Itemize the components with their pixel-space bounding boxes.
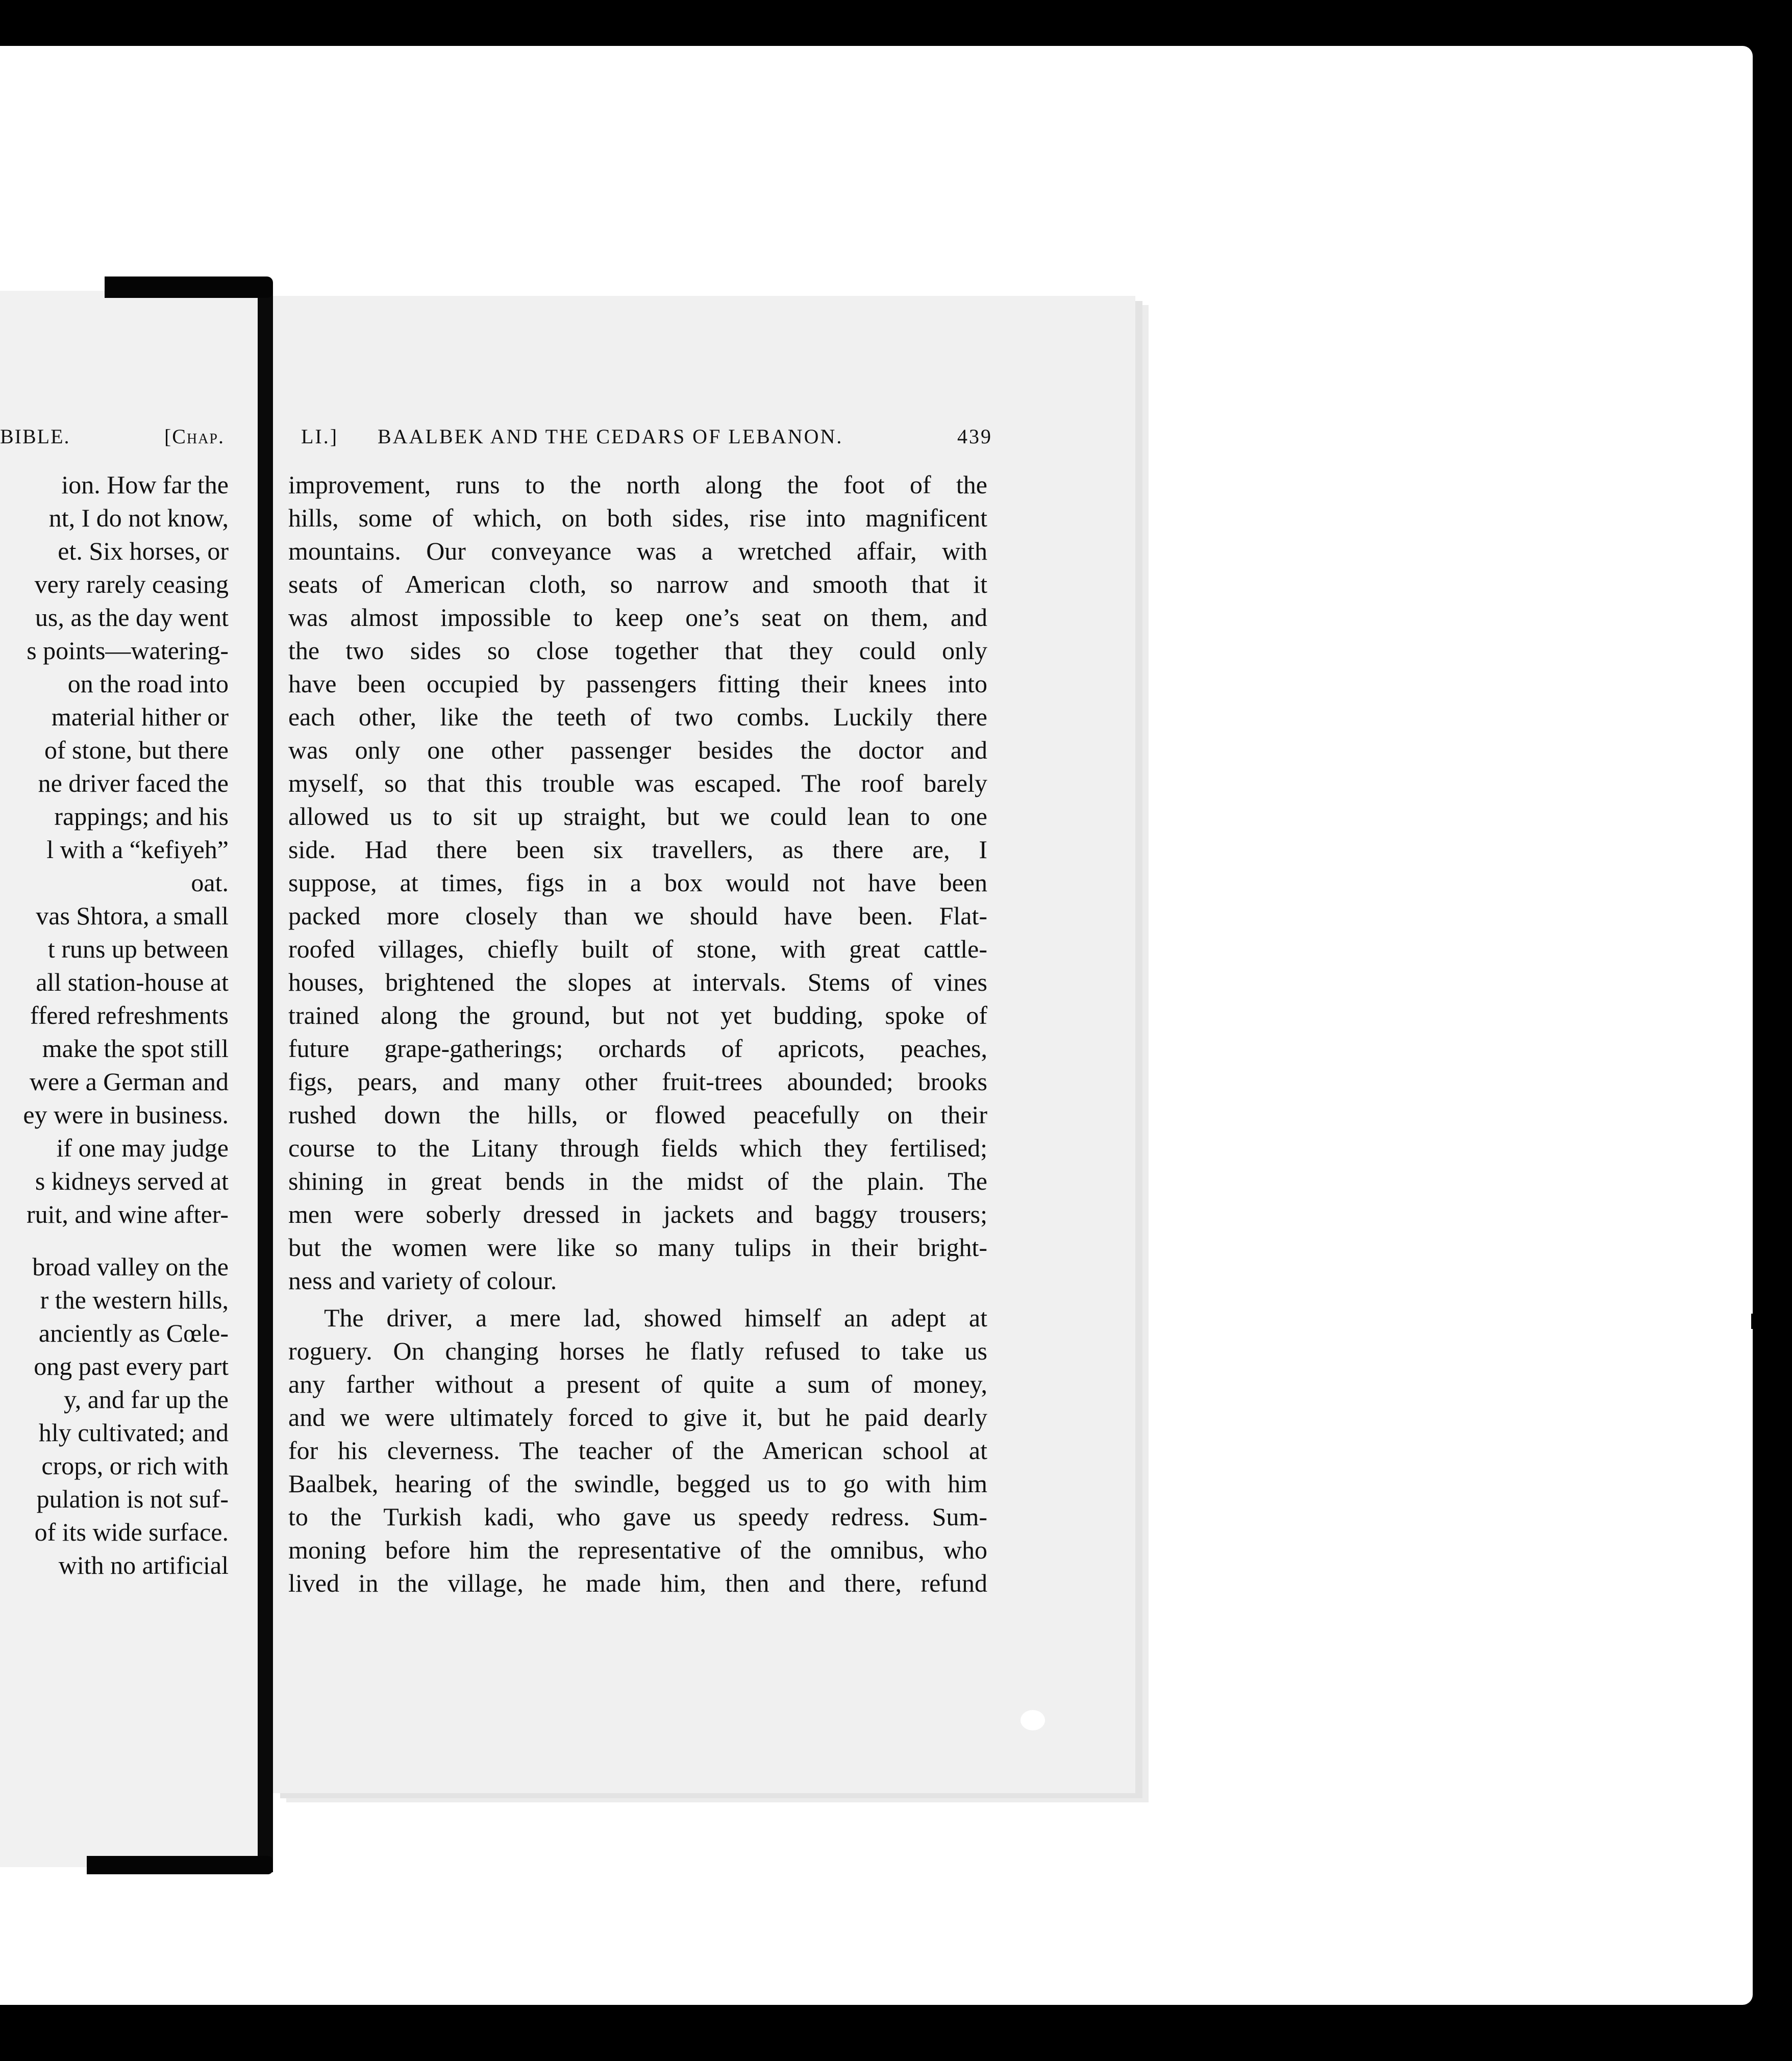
facing-page-line: of its wide surface.	[34, 1518, 229, 1546]
microfilm-sheet	[0, 46, 1753, 2005]
facing-page-chapter: [Chap.	[164, 425, 225, 448]
top-clamp	[105, 277, 273, 298]
facing-page-line: with no artificial	[58, 1551, 229, 1579]
text-line: was only one other passenger besides the doctor and	[288, 736, 987, 764]
text-line: the two sides so close together that they could only	[288, 636, 987, 665]
text-line: and we were ultimately forced to give it, but he paid dearly	[288, 1403, 987, 1431]
facing-page-line: if one may judge	[56, 1134, 229, 1162]
facing-page-line: nt, I do not know,	[48, 504, 229, 532]
facing-page-line: rappings; and his	[54, 802, 229, 831]
text-line: hills, some of which, on both sides, rise into magnificent	[288, 504, 987, 532]
text-line: but the women were like so many tulips in their bright-	[288, 1233, 987, 1262]
facing-page-line: crops, or rich with	[41, 1451, 229, 1480]
facing-page-running-head	[0, 424, 225, 460]
facing-page-line: hly cultivated; and	[38, 1418, 229, 1447]
facing-page-line: broad valley on the	[32, 1252, 229, 1281]
facing-page-line: s points—watering-	[27, 636, 229, 665]
text-line: roofed villages, chiefly built of stone, with great cattle-	[288, 935, 987, 963]
facing-page-line: make the spot still	[42, 1034, 229, 1063]
facing-page-line: material hither or	[51, 702, 229, 731]
text-line: any farther without a present of quite a sum of money,	[288, 1370, 987, 1398]
facing-page-fragment	[0, 291, 258, 1867]
text-line: ness and variety of colour.	[288, 1266, 557, 1295]
facing-page-line	[0, 1231, 229, 1250]
facing-page-line: ong past every part	[34, 1352, 229, 1380]
facing-page-line: et. Six horses, or	[58, 537, 229, 565]
binding-strip	[258, 290, 273, 1872]
main-page	[273, 296, 1135, 1793]
text-line: trained along the ground, but not yet budding, spoke of	[288, 1001, 987, 1029]
text-line: lived in the village, he made him, then and there, refund	[288, 1569, 987, 1597]
facing-page-line: r the western hills,	[40, 1286, 229, 1314]
text-line: improvement, runs to the north along the foot of the	[288, 470, 987, 499]
text-line: have been occupied by passengers fitting their knees into	[288, 669, 987, 698]
facing-page-line: l with a “kefiyeh”	[46, 835, 229, 864]
text-line: Baalbek, hearing of the swindle, begged us to go with him	[288, 1469, 987, 1498]
text-line: course to the Litany through fields which they fertilised;	[288, 1134, 987, 1162]
facing-page-line: s kidneys served at	[35, 1167, 229, 1195]
facing-page-line: vas Shtora, a small	[36, 901, 229, 930]
facing-page-line: us, as the day went	[35, 603, 229, 632]
page-number: 439	[957, 425, 992, 448]
running-head-title: BAALBEK AND THE CEDARS OF LEBANON.	[378, 425, 843, 448]
chapter-number: LI.]	[301, 425, 339, 448]
text-line: shining in great bends in the midst of the plain. The	[288, 1167, 987, 1195]
facing-page-line: on the road into	[67, 669, 229, 698]
text-line: each other, like the teeth of two combs. Luckily there	[288, 702, 987, 731]
text-line: to the Turkish kadi, who gave us speedy redress. Sum-	[288, 1502, 987, 1531]
facing-page-line: ffered refreshments	[30, 1001, 229, 1029]
facing-page-line: ne driver faced the	[38, 769, 229, 797]
text-line: myself, so that this trouble was escaped. The roof barely	[288, 769, 987, 797]
facing-page-line: were a German and	[29, 1067, 229, 1096]
facing-page-line: oat.	[191, 868, 229, 897]
facing-page-line: all station-house at	[36, 968, 229, 996]
film-speck	[1021, 1710, 1045, 1730]
facing-page-line: ruit, and wine after-	[26, 1200, 229, 1228]
bottom-clamp	[87, 1856, 273, 1874]
text-line: roguery. On changing horses he flatly refused to take us	[288, 1337, 987, 1365]
facing-page-line: ey were in business.	[23, 1100, 229, 1129]
body-text	[288, 468, 987, 1600]
text-line: suppose, at times, figs in a box would not have been	[288, 868, 987, 897]
text-line: seats of American cloth, so narrow and smooth that it	[288, 570, 987, 598]
text-line: side. Had there been six travellers, as there are, I	[288, 835, 987, 864]
text-line: mountains. Our conveyance was a wretched affair, with	[288, 537, 987, 565]
facing-page-line: pulation is not suf-	[36, 1485, 229, 1513]
text-line: future grape-gatherings; orchards of apricots, peaches,	[288, 1034, 987, 1063]
text-line: rushed down the hills, or flowed peacefully on their	[288, 1100, 987, 1129]
film-edge-mark	[1751, 1314, 1758, 1329]
facing-page-line: anciently as Cœle-	[38, 1319, 229, 1347]
text-line: The driver, a mere lad, showed himself an adept at	[324, 1303, 987, 1332]
text-line: was almost impossible to keep one’s seat on them, and	[288, 603, 987, 632]
facing-page-text	[0, 468, 229, 1582]
running-head	[301, 424, 992, 460]
text-line: houses, brightened the slopes at intervals. Stems of vines	[288, 968, 987, 996]
facing-page-line: t runs up between	[47, 935, 229, 963]
text-line: moning before him the representative of the omnibus, who	[288, 1536, 987, 1564]
facing-page-line: ion. How far the	[61, 470, 229, 499]
text-line: figs, pears, and many other fruit-trees abounded; brooks	[288, 1067, 987, 1096]
text-line: for his cleverness. The teacher of the American school at	[288, 1436, 987, 1465]
facing-page-line: very rarely ceasing	[34, 570, 229, 598]
text-line: allowed us to sit up straight, but we could lean to one	[288, 802, 987, 831]
facing-page-title: BIBLE.	[0, 425, 70, 448]
text-line: packed more closely than we should have been. Flat-	[288, 901, 987, 930]
text-line: men were soberly dressed in jackets and baggy trousers;	[288, 1200, 987, 1228]
facing-page-line: of stone, but there	[44, 736, 229, 764]
facing-page-line: y, and far up the	[63, 1385, 229, 1414]
